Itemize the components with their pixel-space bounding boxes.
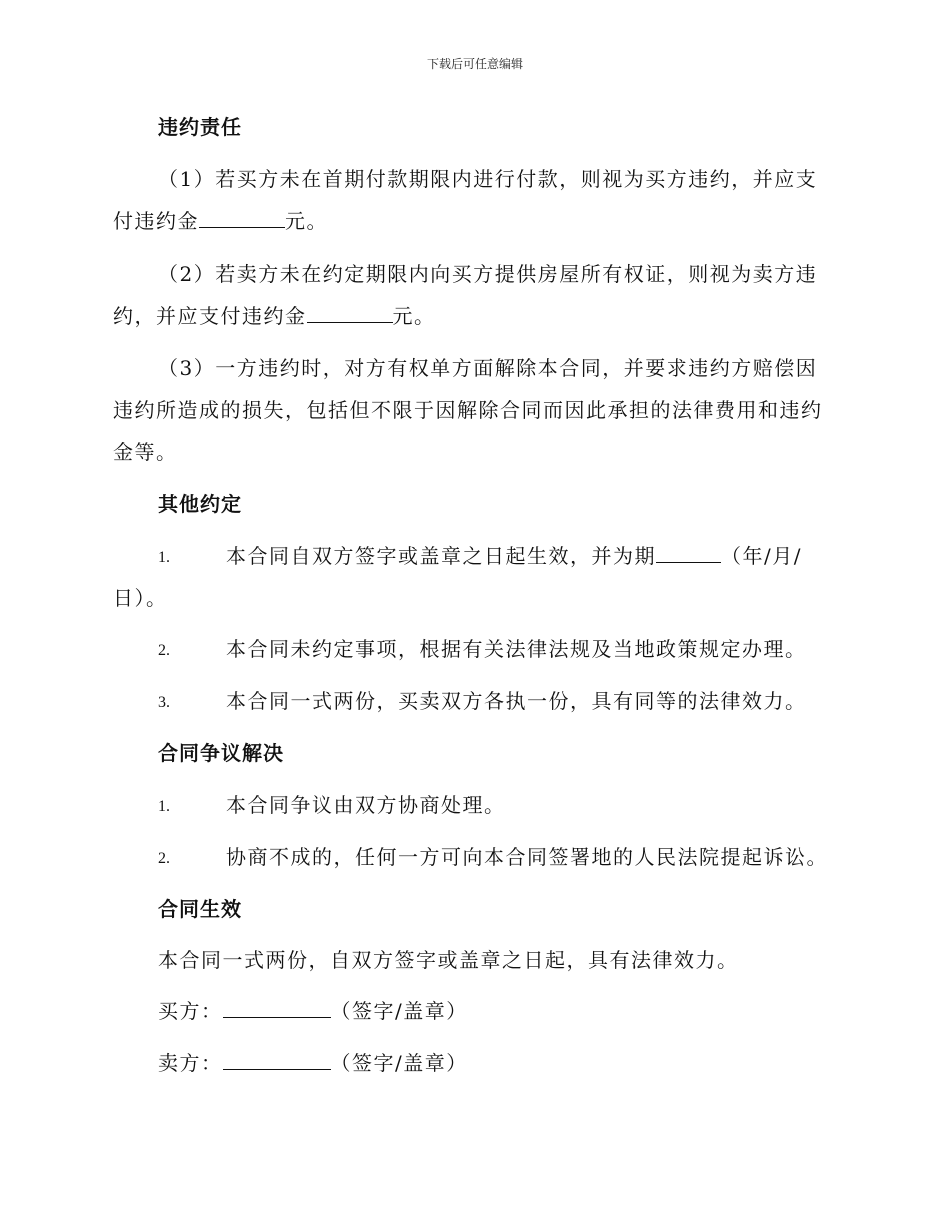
seller-sign-note: （签字/盖章） <box>330 1051 468 1075</box>
section-title-effect: 合同生效 <box>158 897 242 921</box>
clause-2-unit: 元。 <box>392 304 436 328</box>
seller-label: 卖方： <box>158 1051 223 1075</box>
clause-3-line-1: （3）一方违约时，对方有权单方面解除本合同，并要求违约方赔偿因 <box>158 356 818 380</box>
buyer-label: 买方： <box>158 999 223 1023</box>
dispute-item-1: 本合同争议由双方协商处理。 <box>226 793 506 817</box>
list-number: 2. <box>158 850 170 867</box>
other-item-1-text: 本合同自双方签字或盖章之日起生效，并为期 <box>226 544 656 568</box>
clause-2-line-2 <box>113 304 436 328</box>
other-item-3: 本合同一式两份，买卖双方各执一份，具有同等的法律效力。 <box>226 689 807 713</box>
list-number: 2. <box>158 642 170 659</box>
buyer-sign-note: （签字/盖章） <box>330 999 468 1023</box>
other-item-2: 本合同未约定事项，根据有关法律法规及当地政策规定办理。 <box>226 637 807 661</box>
clause-1-text: 付违约金 <box>113 209 199 233</box>
section-title-other: 其他约定 <box>158 492 242 516</box>
list-number: 1. <box>158 549 170 566</box>
buyer-signature-line <box>158 999 468 1023</box>
list-number: 1. <box>158 798 170 815</box>
list-number: 3. <box>158 694 170 711</box>
clause-2-text: 约，并应支付违约金 <box>113 304 307 328</box>
clause-1-unit: 元。 <box>285 209 328 233</box>
page-header: 下载后可任意编辑 <box>426 57 523 71</box>
clause-1-line-2 <box>113 209 328 233</box>
section-title-dispute: 合同争议解决 <box>158 741 284 765</box>
seller-signature-line <box>158 1051 468 1075</box>
blank-penalty-buyer <box>199 209 285 228</box>
clause-1-line-1: （1）若买方未在首期付款期限内进行付款，则视为买方违约，并应支 <box>158 167 818 191</box>
clause-2-line-1: （2）若卖方未在约定期限内向买方提供房屋所有权证，则视为卖方违 <box>158 262 818 286</box>
other-item-1-line-1 <box>226 544 802 568</box>
seller-signature-blank <box>223 1051 331 1070</box>
section-title-breach: 违约责任 <box>158 115 242 139</box>
dispute-item-2: 协商不成的，任何一方可向本合同签署地的人民法院提起诉讼。 <box>226 845 828 869</box>
clause-3-line-2: 违约所造成的损失，包括但不限于因解除合同而因此承担的法律费用和违约 <box>113 398 823 422</box>
buyer-signature-blank <box>223 999 331 1018</box>
blank-term <box>656 544 721 563</box>
clause-3-line-3: 金等。 <box>113 440 178 464</box>
other-item-1-unit: （年/月/ <box>721 544 802 568</box>
effect-text: 本合同一式两份，自双方签字或盖章之日起，具有法律效力。 <box>158 948 739 972</box>
other-item-1-line-2: 日）。 <box>113 586 168 610</box>
blank-penalty-seller <box>307 304 393 323</box>
